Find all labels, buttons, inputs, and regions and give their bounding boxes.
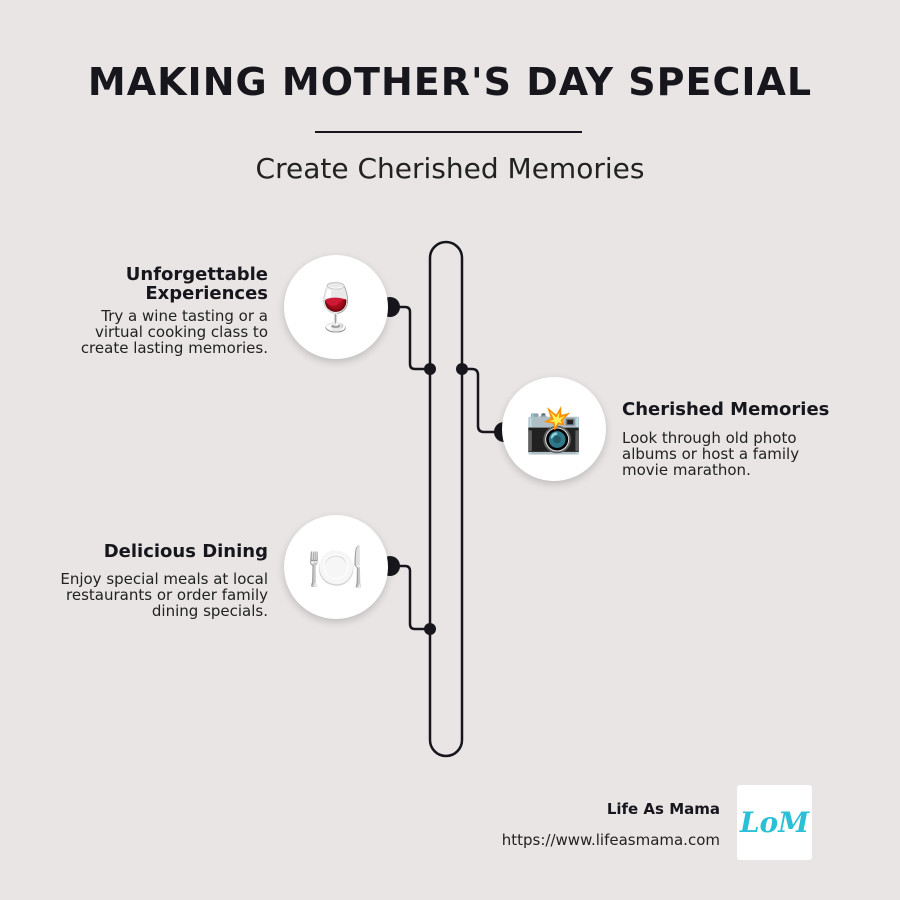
connector-experiences bbox=[390, 307, 430, 369]
node-experiences-track bbox=[424, 363, 436, 375]
experiences-desc-line2: virtual cooking class to bbox=[94, 323, 268, 341]
connector-memories bbox=[462, 369, 504, 432]
memories-description bbox=[622, 430, 799, 478]
memories-desc-line1: Look through old photo bbox=[622, 429, 797, 447]
brand-url-link[interactable]: https://www.lifeasmama.com bbox=[501, 831, 720, 849]
experiences-title-line2: Experiences bbox=[145, 283, 268, 304]
node-dining-track bbox=[424, 623, 436, 635]
experiences-title-line1: Unforgettable bbox=[125, 264, 268, 285]
experiences-desc-line3: create lasting memories. bbox=[80, 339, 268, 357]
page-subtitle: Create Cherished Memories bbox=[255, 152, 645, 185]
connector-dining bbox=[390, 566, 430, 629]
memories-title: Cherished Memories bbox=[622, 399, 830, 420]
dining-desc-line1: Enjoy special meals at local bbox=[60, 570, 268, 588]
dining-title: Delicious Dining bbox=[103, 541, 268, 562]
wine-glass-icon: 🍷 bbox=[284, 255, 388, 359]
dining-desc-line2: restaurants or order family bbox=[66, 586, 268, 604]
memories-desc-line3: movie marathon. bbox=[622, 461, 751, 479]
brand-logo: LoM bbox=[737, 785, 812, 860]
timeline-track bbox=[430, 242, 462, 756]
experiences-desc-line1: Try a wine tasting or a bbox=[101, 307, 268, 325]
dining-desc-line3: dining specials. bbox=[151, 602, 268, 620]
dining-description bbox=[60, 571, 268, 619]
node-memories-track bbox=[456, 363, 468, 375]
experiences-description bbox=[81, 308, 268, 356]
brand-name: Life As Mama bbox=[606, 800, 720, 818]
page-title: MAKING MOTHER'S DAY SPECIAL bbox=[87, 60, 813, 104]
memories-desc-line2: albums or host a family bbox=[622, 445, 800, 463]
experiences-title bbox=[126, 265, 268, 303]
plate-fork-knife-icon: 🍽️ bbox=[284, 515, 388, 619]
camera-flash-icon: 📸 bbox=[502, 377, 606, 481]
